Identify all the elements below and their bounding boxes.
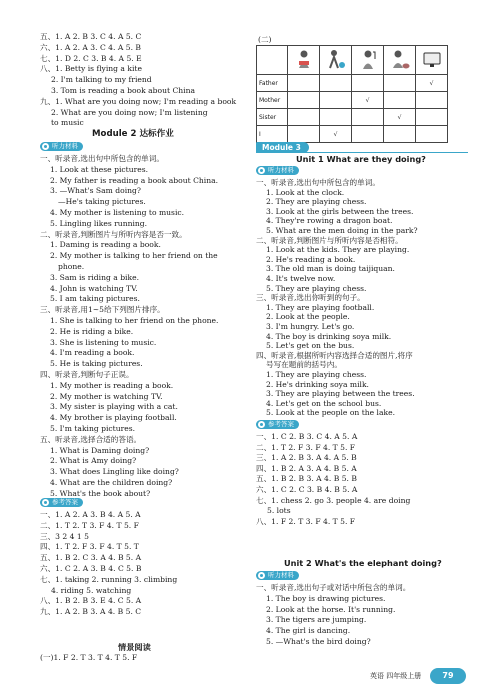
text-line: 4. I'm reading a book. xyxy=(50,348,135,358)
table-row: Father √ xyxy=(257,75,448,92)
table-cell xyxy=(320,75,352,92)
text-line: 5. He is taking pictures. xyxy=(50,359,143,369)
text-line: 1. What is Daming doing? xyxy=(50,445,150,455)
music-icon xyxy=(357,48,379,70)
table-row: I √ xyxy=(257,126,448,143)
text-line: 4. John is watching TV. xyxy=(50,283,138,293)
text-line: 1. They are playing chess. xyxy=(266,370,367,379)
text-line: 1. Look at these pictures. xyxy=(50,164,149,174)
text-line: 六、1. C 2. A 3. B 4. C 5. B xyxy=(40,564,142,573)
text-line: 2. He's reading a book. xyxy=(266,254,356,264)
text-line: 五、1. B 2. C 3. A 4. B 5. A xyxy=(40,553,142,563)
text-line: 1. My mother is reading a book. xyxy=(50,380,174,390)
text-line: 二、听录音,判断图片与所听内容是否一致。 xyxy=(40,229,187,239)
text-line: 二、听录音,判断图片与所听内容是否相符。 xyxy=(256,235,403,245)
text-line: 1. They are playing football. xyxy=(266,302,375,312)
table-cell: √ xyxy=(352,92,384,109)
unit2-title: Unit 2 What's the elephant doing? xyxy=(284,558,442,568)
text-line: 七、1. chess 2. go 3. people 4. are doing xyxy=(256,495,411,505)
text-line: 4. riding 5. watching xyxy=(51,585,132,595)
text-line: 四、1. T 2. F 3. F 4. T 5. T xyxy=(40,542,139,552)
text-line: 5. I'm taking pictures. xyxy=(50,424,136,433)
headphone-icon xyxy=(42,143,49,150)
table-cell xyxy=(288,92,320,109)
text-line: 4. It's twelve now. xyxy=(266,274,336,283)
text-line: 4. They're rowing a dragon boat. xyxy=(266,216,393,226)
text-line: 一、1. A 2. A 3. B 4. A 5. A xyxy=(40,510,141,519)
text-line: 3. The old man is doing taijiquan. xyxy=(266,264,395,274)
text-line: 4. Let's get on the school bus. xyxy=(266,398,382,408)
headphone-icon xyxy=(258,572,265,579)
module3-tab: Module 3 xyxy=(256,142,309,153)
text-line: 1. Daming is reading a book. xyxy=(50,240,161,250)
text-line: 4. The girl is dancing. xyxy=(266,626,351,636)
table-cell xyxy=(288,109,320,126)
text-line: 二、1. T 2. T 3. F 4. T 5. F xyxy=(40,520,139,530)
picture-row xyxy=(257,46,448,75)
text-line: 4. The boy is drinking soya milk. xyxy=(266,331,392,341)
text-line: 二、1. T 2. F 3. F 4. T 5. F xyxy=(256,442,356,452)
text-line: 3. Sam is riding a bike. xyxy=(50,272,139,282)
table-cell: √ xyxy=(384,109,416,126)
text-line: 4. My brother is playing football. xyxy=(50,413,177,423)
tv-icon xyxy=(421,48,443,70)
text-line: 五、1. B 2. B 3. A 4. B 5. B xyxy=(256,474,357,484)
text-line: 三、3 2 4 1 5 xyxy=(40,531,89,541)
footer-grade: 四年级上册 xyxy=(386,672,422,680)
text-line: 2. Look at the people. xyxy=(266,312,350,322)
table-cell xyxy=(384,92,416,109)
pet-cat-icon xyxy=(389,48,411,70)
answers-tag: 参考答案 xyxy=(256,420,299,429)
text-line: 六、1. C 2. C 3. B 4. B 5. A xyxy=(256,485,358,494)
reading-answers: (一)1. F 2. T 3. T 4. T 5. F xyxy=(40,653,138,662)
text-line: 七、1. taking 2. running 3. climbing xyxy=(40,574,178,584)
table-cell xyxy=(320,92,352,109)
table-cell xyxy=(352,126,384,143)
activity-table xyxy=(256,45,448,143)
text-line: 5. Lingling likes running. xyxy=(50,218,148,228)
text-line: 3. They are playing between the trees. xyxy=(266,389,415,399)
module-divider xyxy=(256,152,468,153)
key-icon xyxy=(42,499,49,506)
page-number: 79 xyxy=(430,668,466,684)
text-line: 2. What are you doing now; I'm listening xyxy=(51,107,208,117)
text-line: 五、听录音,选择合适的答语。 xyxy=(40,434,142,444)
text-line: 3. I'm hungry. Let's go. xyxy=(266,322,355,331)
table-row: Mother √ xyxy=(257,92,448,109)
table-cell xyxy=(384,75,416,92)
text-line: 5. Look at the people on the lake. xyxy=(266,408,396,418)
table-cell: √ xyxy=(320,126,352,143)
table-row: Sister √ xyxy=(257,109,448,126)
text-line: 2. What is Amy doing? xyxy=(50,456,137,466)
page-footer xyxy=(370,671,421,683)
text-line: 5. —What's the bird doing? xyxy=(266,637,371,646)
text-line: 4. What are the children doing? xyxy=(50,478,173,487)
text-line: 一、听录音,选出句中所包含的单词。 xyxy=(40,154,164,163)
text-line: 七、1. D 2. C 3. B 4. A 5. E xyxy=(40,53,142,63)
text-line: 5. They are playing chess. xyxy=(266,283,367,293)
text-line: 五、1. A 2. B 3. C 4. A 5. C xyxy=(40,32,142,41)
listening-tag: 听力材料 xyxy=(40,142,83,151)
text-line: 5. What are the men doing in the park? xyxy=(266,226,418,235)
table-cell: √ xyxy=(416,75,448,92)
text-line: 一、1. C 2. B 3. C 4. A 5. A xyxy=(256,432,358,441)
text-line: 2. He is riding a bike. xyxy=(50,326,134,336)
text-line: 八、1. F 2. T 3. F 4. T 5. F xyxy=(256,516,356,526)
part-label: (二) xyxy=(258,35,272,44)
footer-subject: 英语 xyxy=(370,672,384,680)
text-line: 八、1. B 2. B 3. E 4. C 5. A xyxy=(40,596,142,606)
text-line: 3. Tom is reading a book about China xyxy=(51,86,195,95)
table-cell xyxy=(320,109,352,126)
listening-tag: 听力材料 xyxy=(256,166,299,175)
text-line: 2. I'm talking to my friend xyxy=(51,75,152,85)
text-line: 2. They are playing chess. xyxy=(266,197,367,207)
table-cell xyxy=(416,109,448,126)
table-cell xyxy=(384,126,416,143)
key-icon xyxy=(258,421,265,428)
table-cell xyxy=(288,126,320,143)
text-line: 号写在题前的括号内。 xyxy=(266,360,342,370)
text-line: 3. She is listening to music. xyxy=(50,337,157,347)
table-cell xyxy=(352,75,384,92)
text-line: 5. What's the book about? xyxy=(50,488,151,498)
text-line: 4. My mother is listening to music. xyxy=(50,208,185,217)
table-cell xyxy=(416,92,448,109)
text-line: 1. She is talking to her friend on the phone. xyxy=(50,316,219,325)
text-line: 八、1. Betty is flying a kite xyxy=(40,64,142,74)
text-line: 一、听录音,选出句中所包含的单词。 xyxy=(256,178,380,187)
text-line: 5. lots xyxy=(267,506,291,516)
text-line: 三、听录音,用1~5给下列图片排序。 xyxy=(40,305,165,315)
text-line: 1. Look at the kids. They are playing. xyxy=(266,245,410,255)
text-line: to music xyxy=(51,118,84,128)
text-line: phone. xyxy=(58,262,85,271)
listening-tag: 听力材料 xyxy=(256,571,299,580)
text-line: 2. My father is reading a book about China. xyxy=(50,175,219,185)
headphone-icon xyxy=(258,167,265,174)
text-line: 1. The boy is drawing pictures. xyxy=(266,593,386,603)
reading-child-icon xyxy=(293,48,315,70)
table-cell xyxy=(288,75,320,92)
table-cell xyxy=(352,109,384,126)
text-line: 3. What does Lingling like doing? xyxy=(50,467,179,477)
table-cell xyxy=(416,126,448,143)
text-line: 三、1. A 2. B 3. A 4. A 5. B xyxy=(256,453,357,463)
answers-tag: 参考答案 xyxy=(40,498,83,507)
text-line: 3. My sister is playing with a cat. xyxy=(50,402,178,412)
text-line: 2. My mother is watching TV. xyxy=(50,391,163,401)
text-line: 5. I am taking pictures. xyxy=(50,294,140,304)
text-line: 九、1. What are you doing now; I'm reading a book xyxy=(40,96,237,106)
unit1-title: Unit 1 What are they doing? xyxy=(296,154,426,164)
text-line: 2. My mother is talking to her friend on the xyxy=(50,251,218,261)
text-line: 1. Look at the clock. xyxy=(266,187,345,197)
module2-title: Module 2 达标作业 xyxy=(92,129,174,139)
text-line: 3. The tigers are jumping. xyxy=(266,615,367,625)
text-line: 四、1. B 2. A 3. A 4. B 5. A xyxy=(256,463,357,473)
text-line: 2. Look at the horse. It's running. xyxy=(266,604,396,614)
text-line: 2. He's drinking soya milk. xyxy=(266,379,369,389)
text-line: 九、1. A 2. B 3. A 4. B 5. C xyxy=(40,607,142,617)
text-line: 四、听录音,判断句子正误。 xyxy=(40,370,134,379)
text-line: 三、听录音,选出你听到的句子。 xyxy=(256,293,365,303)
text-line: 3. —What's Sam doing? xyxy=(50,186,141,196)
text-line: 四、听录音,根据所听内容选择合适的图片,将序 xyxy=(256,350,413,360)
playing-ball-icon xyxy=(325,48,347,70)
text-line: —He's taking pictures. xyxy=(58,197,146,207)
text-line: 5. Let's get on the bus. xyxy=(266,341,355,351)
text-line: 一、听录音,选出句子或对话中所包含的单词。 xyxy=(256,583,411,592)
reading-title: 情景阅读 xyxy=(118,642,151,652)
text-line: 六、1. A 2. A 3. C 4. A 5. B xyxy=(40,42,141,52)
text-line: 3. Look at the girls between the trees. xyxy=(266,206,414,216)
